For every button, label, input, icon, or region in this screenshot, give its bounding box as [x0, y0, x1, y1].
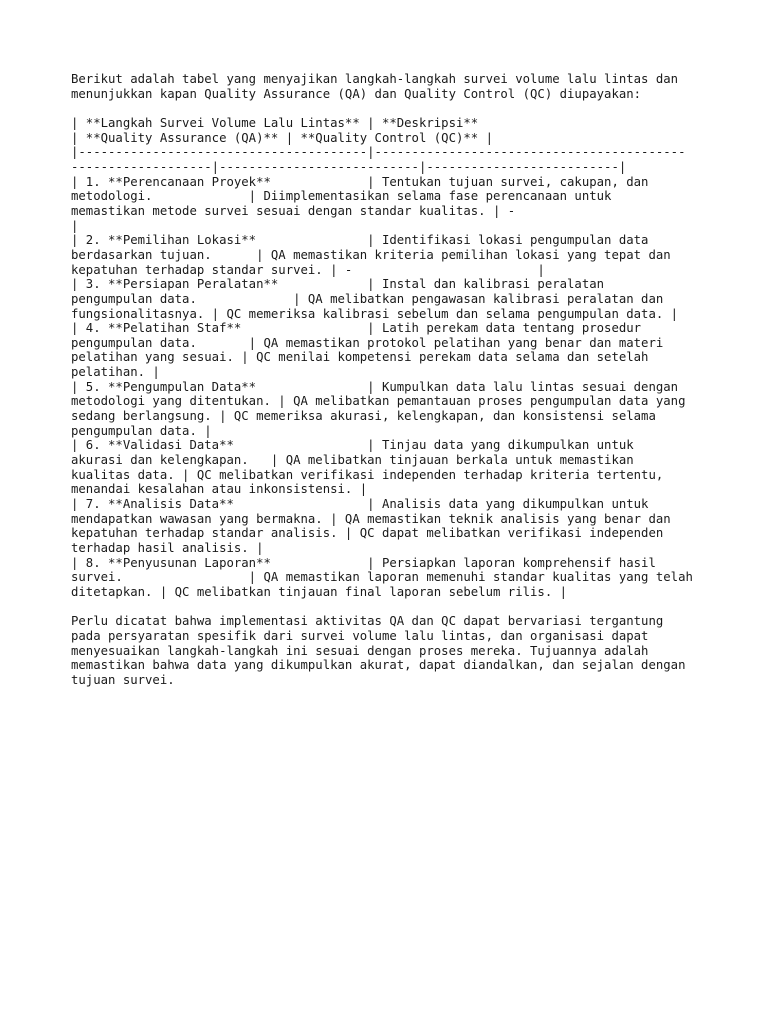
text-line: pengumpulan data. | QA memastikan protokol pelatihan yang benar dan materi	[71, 335, 664, 350]
text-line: memastikan metode survei sesuai dengan standar kualitas. | -	[71, 203, 516, 218]
text-line: Berikut adalah tabel yang menyajikan langkah-langkah survei volume lalu lintas dan	[71, 72, 679, 86]
text-line: | 1. **Perencanaan Proyek** | Tentukan tujuan survei, cakupan, dan	[71, 174, 649, 189]
text-line: | 7. **Analisis Data** | Analisis data yang dikumpulkan untuk	[71, 497, 649, 512]
text-line: menandai kesalahan atau inkonsistensi. |	[71, 482, 368, 497]
text-line: |---------------------------------------|------------------------------------------	[71, 145, 686, 160]
text-line: | 3. **Persiapan Peralatan** | Instal dan kalibrasi peralatan	[71, 277, 605, 292]
text-line: | 8. **Penyusunan Laporan** | Persiapkan laporan komprehensif hasil	[71, 555, 656, 570]
text-line: | **Quality Assurance (QA)** | **Quality Control (QC)** |	[71, 130, 493, 145]
text-line: mendapatkan wawasan yang bermakna. | QA memastikan teknik analisis yang benar dan	[71, 511, 671, 526]
text-line: | 2. **Pemilihan Lokasi** | Identifikasi lokasi pengumpulan data	[71, 233, 649, 248]
text-line: survei. | QA memastikan laporan memenuhi standar kualitas yang telah	[71, 570, 693, 585]
text-line: pengumpulan data. |	[71, 423, 212, 438]
text-line: menunjukkan kapan Quality Assurance (QA) dan Quality Control (QC) diupayakan:	[71, 86, 642, 101]
text-line: akurasi dan kelengkapan. | QA melibatkan tinjauan berkala untuk memastikan	[71, 453, 634, 468]
text-line: kepatuhan terhadap standar analisis. | QC dapat melibatkan verifikasi independen	[71, 526, 664, 541]
text-line: | **Langkah Survei Volume Lalu Lintas** | **Deskripsi**	[71, 115, 479, 130]
text-line: pelatihan. |	[71, 365, 160, 380]
text-line: | 4. **Pelatihan Staf** | Latih perekam data tentang prosedur	[71, 321, 642, 336]
text-line: ditetapkan. | QC melibatkan tinjauan final laporan sebelum rilis. |	[71, 584, 568, 599]
text-line: pengumpulan data. | QA melibatkan pengawasan kalibrasi peralatan dan	[71, 291, 664, 306]
text-line: berdasarkan tujuan. | QA memastikan kriteria pemilihan lokasi yang tepat dan	[71, 247, 671, 262]
text-line: pelatihan yang sesuai. | QC menilai kompetensi perekam data selama dan setelah	[71, 350, 649, 365]
text-line: pada persyaratan spesifik dari survei volume lalu lintas, dan organisasi dapat	[71, 628, 649, 643]
text-line: metodologi. | Diimplementasikan selama fase perencanaan untuk	[71, 189, 612, 204]
text-line: kepatuhan terhadap standar survei. | - |	[71, 262, 545, 277]
text-line: sedang berlangsung. | QC memeriksa akurasi, kelengkapan, dan konsistensi selama	[71, 409, 656, 424]
text-line: kualitas data. | QC melibatkan verifikasi independen terhadap kriteria tertentu,	[71, 467, 664, 482]
document-body	[71, 72, 711, 688]
text-line: metodologi yang ditentukan. | QA melibatkan pemantauan proses pengumpulan data yang	[71, 394, 686, 409]
text-line: fungsionalitasnya. | QC memeriksa kalibrasi sebelum dan selama pengumpulan data. |	[71, 306, 679, 321]
text-line: | 5. **Pengumpulan Data** | Kumpulkan data lalu lintas sesuai dengan	[71, 379, 679, 394]
text-line: |	[71, 218, 79, 233]
text-line: | 6. **Validasi Data** | Tinjau data yang dikumpulkan untuk	[71, 438, 634, 453]
text-line: menyesuaikan langkah-langkah ini sesuai dengan proses mereka. Tujuannya adalah	[71, 643, 649, 658]
text-line: terhadap hasil analisis. |	[71, 541, 264, 555]
text-line: tujuan survei.	[71, 672, 175, 687]
text-line: memastikan bahwa data yang dikumpulkan akurat, dapat diandalkan, dan sejalan dengan	[71, 658, 686, 673]
text-line: -------------------|---------------------------|--------------------------|	[71, 159, 627, 174]
text-line: Perlu dicatat bahwa implementasi aktivitas QA dan QC dapat bervariasi tergantung	[71, 614, 664, 629]
